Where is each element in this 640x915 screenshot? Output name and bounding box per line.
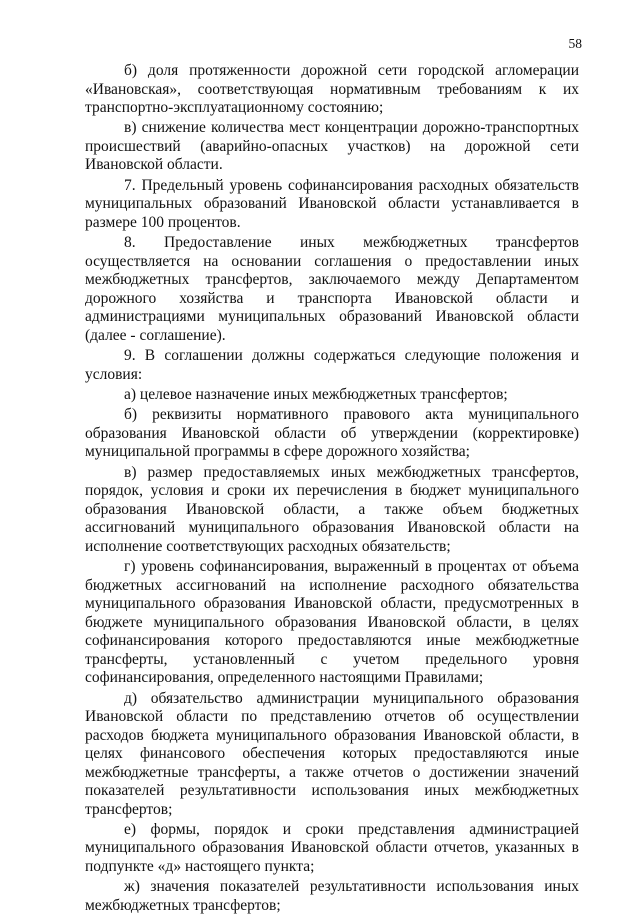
paragraph-7-cofinancing-level: 7. Предельный уровень софинансирования расходных обязательств муниципальных образований Ивановской области устанавливается в размере 100 процентов.: [85, 176, 579, 231]
paragraph-9-agreement-provisions: 9. В соглашении должны содержаться следующие положения и условия:: [85, 347, 579, 383]
paragraph-8-agreement: 8. Предоставление иных межбюджетных трансфертов осуществляется на основании соглашения о предоставлении иных межбюджетных трансфертов, заключаемого между Департаментом дорожного хозяйства и транспорта Ивановской области и администрациями муниципальных образований Ивановской области (далее - соглашение).: [85, 234, 579, 344]
paragraph-zh-performance-indicators: ж) значения показателей результативности использования иных межбюджетных трансфертов;: [85, 878, 579, 914]
paragraph-v-transfer-amount: в) размер предоставляемых иных межбюджетных трансфертов, порядок, условия и сроки их перечисления в бюджет муниципального образования Ивановской области, а также объем бюджетных ассигнований муниципального образования Ивановской области на исполнение соответствующих расходных обязательств;: [85, 463, 579, 555]
paragraph-d-reporting-obligation: д) обязательство администрации муниципального образования Ивановской области по представлению отчетов об осуществлении расходов бюджета муниципального образования Ивановской области, в целях финансового обеспечения которых предоставляются иные межбюджетные трансферты, а также отчетов о достижении значений показателей результативности использования иных межбюджетных трансфертов;: [85, 689, 579, 818]
paragraph-g-cofinancing-percentage: г) уровень софинансирования, выраженный в процентах от объема бюджетных ассигнований на исполнение расходного обязательства муниципального образования Ивановской области, предусмотренных в бюджете муниципального образования Ивановской области, в целях софинансирования которого предоставляются иные межбюджетные трансферты, установленный с учетом предельного уровня софинансирования, определенного настоящими Правилами;: [85, 558, 579, 687]
paragraph-b-share-of-road-network: б) доля протяженности дорожной сети городской агломерации «Ивановская», соответствующая нормативным требованиям к их транспортно-эксплуатационному состоянию;: [85, 62, 579, 116]
paragraph-v-accident-concentration: в) снижение количества мест концентрации дорожно-транспортных происшествий (аварийно-опасных участков) на дорожной сети Ивановской области.: [85, 119, 579, 174]
document-body: [85, 62, 579, 915]
paragraph-b-legal-act-details: б) реквизиты нормативного правового акта муниципального образования Ивановской области об утверждении (корректировке) муниципальной программы в сфере дорожного хозяйства;: [85, 406, 579, 461]
paragraph-a-purpose: а) целевое назначение иных межбюджетных трансфертов;: [124, 385, 508, 403]
page-number: 58: [568, 36, 582, 51]
paragraph-e-report-forms: е) формы, порядок и сроки представления администрацией муниципального образования Ивановской области отчетов, указанных в подпункте «д» настоящего пункта;: [85, 820, 579, 875]
